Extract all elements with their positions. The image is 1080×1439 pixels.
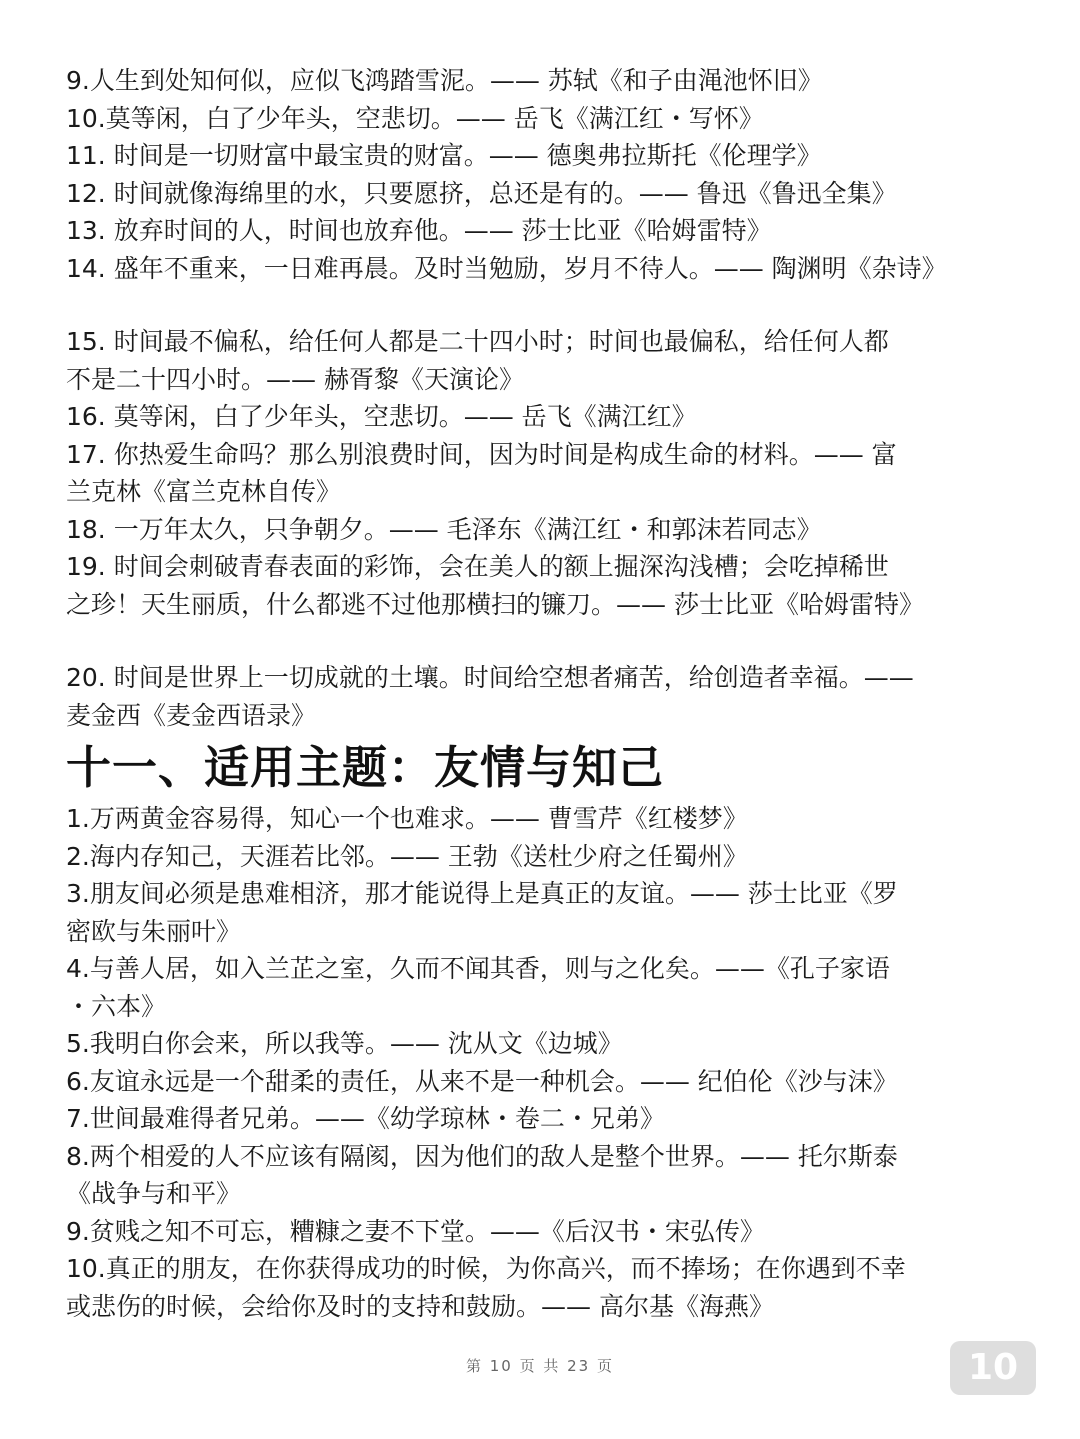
quote-line: 9.人生到处知何似，应似飞鸿踏雪泥。—— 苏轼《和子由渑池怀旧》 [66, 66, 823, 95]
quote-line: 麦金西《麦金西语录》 [66, 700, 317, 730]
quote-line: 7.世间最难得者兄弟。——《幼学琼林・卷二・兄弟》 [66, 1104, 665, 1133]
quote-line: 9.贫贱之知不可忘，糟糠之妻不下堂。——《后汉书・宋弘传》 [66, 1216, 765, 1246]
quote-line: 17. 你热爱生命吗？那么别浪费时间，因为时间是构成生命的材料。—— 富 [66, 439, 897, 469]
quote-line: 兰克林《富兰克林自传》 [66, 477, 342, 506]
page-footer: 第 10 页 共 23 页 [465, 1357, 614, 1375]
blank-line [66, 623, 1026, 659]
quote-line: 10.莫等闲，白了少年头，空悲切。—— 岳飞《满江红・写怀》 [66, 103, 764, 133]
quote-line: 不是二十四小时。—— 赫胥黎《天演论》 [66, 364, 524, 394]
quote-line: 16. 莫等闲，白了少年头，空悲切。—— 岳飞《满江红》 [66, 402, 697, 431]
page-number-badge: 10 [950, 1341, 1036, 1395]
quote-line: 2.海内存知己，天涯若比邻。—— 王勃《送杜少府之任蜀州》 [66, 841, 748, 871]
quote-line: 20. 时间是世界上一切成就的土壤。时间给空想者痛苦，给创造者幸福。—— [66, 663, 914, 692]
quote-line: 8.两个相爱的人不应该有隔阂，因为他们的敌人是整个世界。—— 托尔斯泰 [66, 1141, 898, 1171]
quote-line: 15. 时间最不偏私，给任何人都是二十四小时；时间也最偏私，给任何人都 [66, 327, 889, 356]
quote-line: 18. 一万年太久，只争朝夕。—— 毛泽东《满江红・和郭沫若同志》 [66, 514, 822, 544]
quote-line: 13. 放弃时间的人，时间也放弃他。—— 莎士比亚《哈姆雷特》 [66, 216, 772, 245]
quote-line: 之珍！天生丽质，什么都逃不过他那横扫的镰刀。—— 莎士比亚《哈姆雷特》 [66, 589, 924, 619]
quote-line: 12. 时间就像海绵里的水，只要愿挤，总还是有的。—— 鲁迅《鲁迅全集》 [66, 178, 897, 208]
quote-line: 《战争与和平》 [66, 1179, 242, 1208]
quote-line: 10.真正的朋友，在你获得成功的时候，为你高兴，而不捧场；在你遇到不幸 [66, 1254, 906, 1283]
quote-line: 4.与善人居，如入兰芷之室，久而不闻其香，则与之化矣。——《孔子家语 [66, 954, 890, 983]
quote-line: 3.朋友间必须是患难相济，那才能说得上是真正的友谊。—— 莎士比亚《罗 [66, 879, 898, 908]
quote-line: 6.友谊永远是一个甜柔的责任，从来不是一种机会。—— 纪伯伦《沙与沫》 [66, 1066, 898, 1096]
quote-line: 5.我明白你会来，所以我等。—— 沈从文《边城》 [66, 1029, 623, 1058]
quote-line: 11. 时间是一切财富中最宝贵的财富。—— 德奥弗拉斯托《伦理学》 [66, 141, 822, 170]
quote-line: 密欧与朱丽叶》 [66, 916, 242, 946]
section-heading: 十一、适用主题：友情与知己 [66, 741, 665, 794]
document-page [66, 62, 1026, 1325]
blank-line [66, 287, 1026, 323]
quote-line: 19. 时间会刺破青春表面的彩饰，会在美人的额上掘深沟浅槽；会吃掉稀世 [66, 552, 889, 581]
quote-line: 或悲伤的时候，会给你及时的支持和鼓励。—— 高尔基《海燕》 [66, 1291, 774, 1321]
quote-line: ・六本》 [66, 991, 167, 1021]
quote-line: 14. 盛年不重来，一日难再晨。及时当勉励，岁月不待人。—— 陶渊明《杂诗》 [66, 253, 947, 283]
quote-line: 1.万两黄金容易得，知心一个也难求。—— 曹雪芹《红楼梦》 [66, 804, 748, 833]
